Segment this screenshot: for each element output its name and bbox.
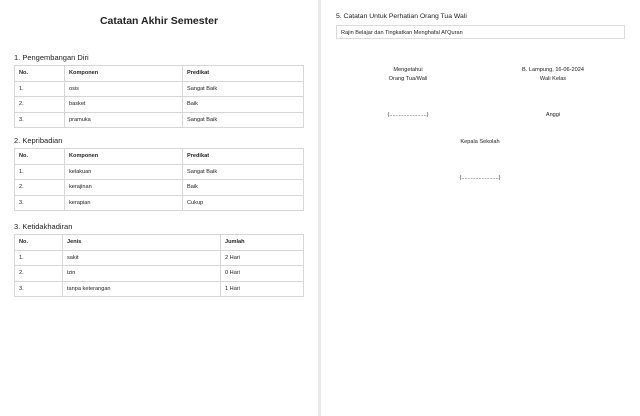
table-row [15, 112, 304, 128]
table-header-row [15, 235, 304, 251]
cell-no: 2. [15, 97, 65, 113]
cell-jenis: izin [63, 266, 221, 282]
cell-predikat: Baik [183, 97, 304, 113]
cell-no: 3. [15, 281, 63, 297]
cell-no: 3. [15, 112, 65, 128]
orang-tua-signature: (........................) [387, 112, 429, 118]
col-header-no: No. [15, 149, 65, 165]
table-ketidakhadiran [14, 234, 304, 297]
table-row [15, 266, 304, 282]
table-row [15, 250, 304, 266]
cell-no: 1. [15, 81, 65, 97]
cell-jumlah: 1 Hari [221, 281, 304, 297]
cell-komponen: basket [65, 97, 183, 113]
cell-no: 3. [15, 195, 65, 211]
cell-komponen: kerajinan [65, 180, 183, 196]
col-header-jenis: Jenis [63, 235, 221, 251]
cell-jumlah: 0 Hari [221, 266, 304, 282]
cell-predikat: Cukup [183, 195, 304, 211]
cell-predikat: Sangat Baik [183, 164, 304, 180]
mengetahui-label: Mengetahui [393, 67, 423, 73]
table-kepribadian [14, 148, 304, 211]
col-header-komponen: Komponen [65, 149, 183, 165]
cell-predikat: Sangat Baik [183, 112, 304, 128]
section-heading-kepribadian: 2. Kepribadian [14, 136, 63, 145]
cell-komponen: pramuka [65, 112, 183, 128]
col-header-predikat: Predikat [183, 149, 304, 165]
cell-no: 2. [15, 180, 65, 196]
cell-komponen: osis [65, 81, 183, 97]
cell-komponen: kelakuan [65, 164, 183, 180]
table-row [15, 97, 304, 113]
table-row [15, 164, 304, 180]
col-header-komponen: Komponen [65, 66, 183, 82]
table-row [15, 81, 304, 97]
report-page-right [321, 0, 640, 416]
col-header-no: No. [15, 66, 65, 82]
cell-no: 1. [15, 164, 65, 180]
cell-predikat: Baik [183, 180, 304, 196]
col-header-no: No. [15, 235, 63, 251]
cell-jumlah: 2 Hari [221, 250, 304, 266]
section-heading-ketidakhadiran: 3. Ketidakhadiran [14, 222, 73, 231]
wali-kelas-role: Wali Kelas [539, 76, 567, 82]
table-pengembangan [14, 65, 304, 128]
col-header-jumlah: Jumlah [221, 235, 304, 251]
table-header-row [15, 66, 304, 82]
table-row [15, 281, 304, 297]
table-row [15, 180, 304, 196]
wali-kelas-name: Anggi [545, 112, 561, 118]
cell-komponen: kerapian [65, 195, 183, 211]
page-title: Catatan Akhir Semester [99, 15, 219, 27]
cell-predikat: Sangat Baik [183, 81, 304, 97]
section-heading-pengembangan: 1. Pengembangan Diri [14, 53, 89, 62]
cell-no: 2. [15, 266, 63, 282]
kepala-sekolah-role: Kepala Sekolah [460, 139, 500, 145]
table-row [15, 195, 304, 211]
section-heading-catatan: 5. Catatan Untuk Perhatian Orang Tua Wali [336, 13, 467, 20]
table-header-row [15, 149, 304, 165]
catatan-box: Rajin Belajar dan Tingkatkan Menghafal Al'Quran [336, 25, 625, 39]
cell-no: 1. [15, 250, 63, 266]
cell-jenis: tanpa keterangan [63, 281, 221, 297]
col-header-predikat: Predikat [183, 66, 304, 82]
report-page-left [0, 0, 318, 416]
cell-jenis: sakit [63, 250, 221, 266]
kepala-sekolah-signature: (........................) [459, 175, 501, 181]
orang-tua-role: Orang Tua/Wali [388, 76, 428, 82]
place-date: B. Lampung, 16-06-2024 [522, 67, 584, 73]
